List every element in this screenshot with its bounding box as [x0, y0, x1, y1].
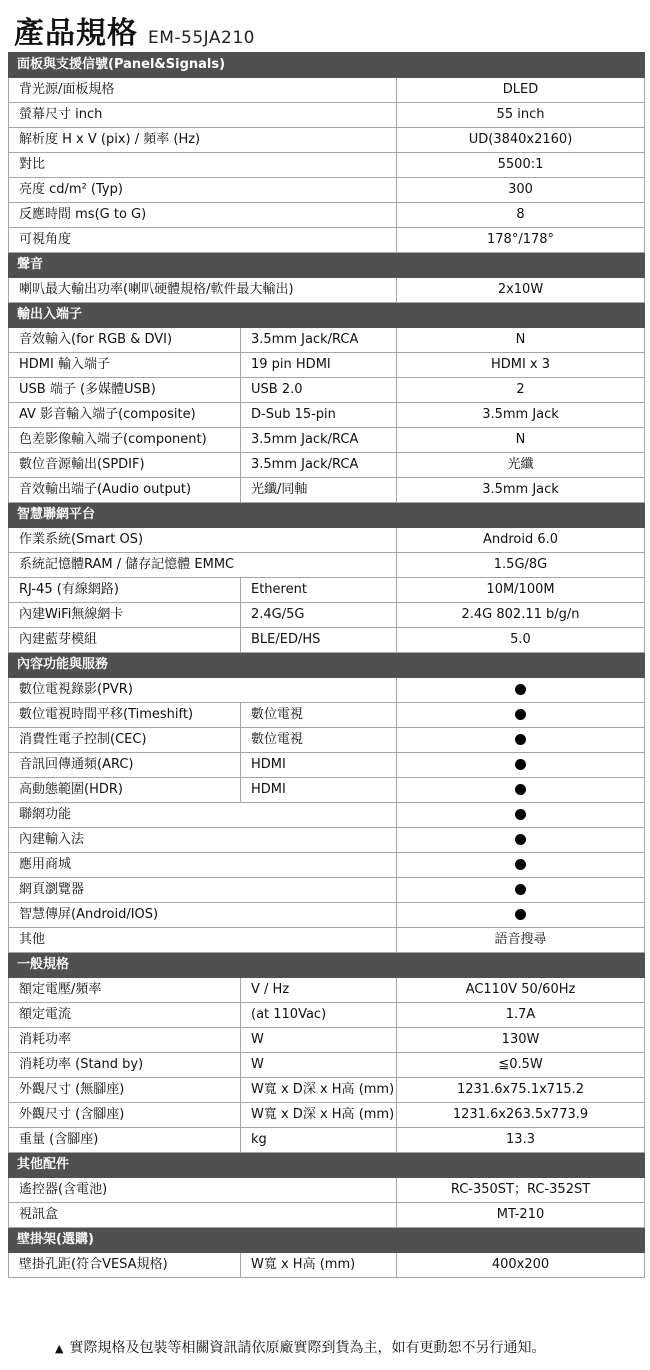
- spec-label: 視訊盒: [9, 1203, 397, 1228]
- spec-condition: 數位電視: [241, 728, 397, 753]
- spec-condition: W: [241, 1028, 397, 1053]
- spec-value-available: [397, 903, 645, 928]
- filled-circle-icon: [515, 734, 526, 745]
- spec-value: DLED: [397, 78, 645, 103]
- filled-circle-icon: [515, 784, 526, 795]
- table-row: [9, 203, 645, 228]
- spec-label: 解析度 H x V (pix) / 頻率 (Hz): [9, 128, 397, 153]
- spec-condition: W寬 x H高 (mm): [241, 1253, 397, 1278]
- section-header: [9, 303, 645, 328]
- spec-value-available: [397, 778, 645, 803]
- spec-label: 遙控器(含電池): [9, 1178, 397, 1203]
- filled-circle-icon: [515, 684, 526, 695]
- table-row: [9, 1203, 645, 1228]
- table-row: [9, 378, 645, 403]
- section-header: [9, 953, 645, 978]
- spec-condition: Etherent: [241, 578, 397, 603]
- spec-value: 3.5mm Jack: [397, 478, 645, 503]
- spec-value: HDMI x 3: [397, 353, 645, 378]
- spec-label: 亮度 cd/m² (Typ): [9, 178, 397, 203]
- spec-label: 額定電流: [9, 1003, 241, 1028]
- spec-label: 數位電視錄影(PVR): [9, 678, 397, 703]
- spec-label: 作業系統(Smart OS): [9, 528, 397, 553]
- table-row: [9, 978, 645, 1003]
- table-row: [9, 128, 645, 153]
- filled-circle-icon: [515, 809, 526, 820]
- table-row: [9, 553, 645, 578]
- table-row: [9, 853, 645, 878]
- page-header: [14, 8, 255, 52]
- spec-condition: 數位電視: [241, 703, 397, 728]
- spec-value: 3.5mm Jack: [397, 403, 645, 428]
- section-header: [9, 53, 645, 78]
- section-title: 面板與支援信號(Panel&Signals): [9, 53, 645, 78]
- model-number: EM-55JA210: [148, 28, 255, 48]
- table-row: [9, 703, 645, 728]
- spec-label: 消費性電子控制(CEC): [9, 728, 241, 753]
- spec-label: 其他: [9, 928, 397, 953]
- table-row: [9, 403, 645, 428]
- spec-condition: W寬 x D深 x H高 (mm): [241, 1078, 397, 1103]
- spec-label: USB 端子 (多媒體USB): [9, 378, 241, 403]
- page-title: 產品規格: [14, 16, 138, 51]
- spec-condition: 3.5mm Jack/RCA: [241, 428, 397, 453]
- spec-value: 400x200: [397, 1253, 645, 1278]
- footer-note: [55, 1337, 545, 1357]
- spec-value: 1.7A: [397, 1003, 645, 1028]
- spec-condition: D-Sub 15-pin: [241, 403, 397, 428]
- spec-value-available: [397, 853, 645, 878]
- spec-label: 系統記憶體RAM / 儲存記憶體 EMMC: [9, 553, 397, 578]
- spec-label: 內建WiFi無線網卡: [9, 603, 241, 628]
- spec-condition: HDMI: [241, 778, 397, 803]
- spec-value: MT-210: [397, 1203, 645, 1228]
- spec-label: 外觀尺寸 (含腳座): [9, 1103, 241, 1128]
- table-row: [9, 478, 645, 503]
- spec-value: 2: [397, 378, 645, 403]
- section-header: [9, 653, 645, 678]
- spec-label: AV 影音輸入端子(composite): [9, 403, 241, 428]
- filled-circle-icon: [515, 859, 526, 870]
- spec-label: 數位音源輸出(SPDIF): [9, 453, 241, 478]
- spec-value-available: [397, 828, 645, 853]
- table-row: [9, 728, 645, 753]
- table-row: [9, 603, 645, 628]
- table-row: [9, 328, 645, 353]
- spec-condition: kg: [241, 1128, 397, 1153]
- spec-label: 反應時間 ms(G to G): [9, 203, 397, 228]
- spec-label: 背光源/面板規格: [9, 78, 397, 103]
- footer-text: 實際規格及包裝等相關資訊請依原廠實際到貨為主，如有更動恕不另行通知。: [69, 1340, 546, 1356]
- spec-value: 1231.6x75.1x715.2: [397, 1078, 645, 1103]
- spec-condition: HDMI: [241, 753, 397, 778]
- spec-value: 語音搜尋: [397, 928, 645, 953]
- filled-circle-icon: [515, 759, 526, 770]
- table-row: [9, 778, 645, 803]
- spec-value: 光纖: [397, 453, 645, 478]
- spec-label: 喇叭最大輸出功率(喇叭硬體規格/軟件最大輸出): [9, 278, 397, 303]
- filled-circle-icon: [515, 709, 526, 720]
- spec-value: N: [397, 428, 645, 453]
- spec-label: 消耗功率 (Stand by): [9, 1053, 241, 1078]
- spec-label: 網頁瀏覽器: [9, 878, 397, 903]
- table-row: [9, 103, 645, 128]
- spec-label: 高動態範圍(HDR): [9, 778, 241, 803]
- table-row: [9, 1028, 645, 1053]
- table-row: [9, 578, 645, 603]
- table-row: [9, 903, 645, 928]
- table-row: [9, 1053, 645, 1078]
- spec-label: 壁掛孔距(符合VESA規格): [9, 1253, 241, 1278]
- spec-condition: V / Hz: [241, 978, 397, 1003]
- table-row: [9, 228, 645, 253]
- spec-condition: 3.5mm Jack/RCA: [241, 328, 397, 353]
- section-header: [9, 253, 645, 278]
- spec-value: 5500:1: [397, 153, 645, 178]
- spec-condition: W: [241, 1053, 397, 1078]
- spec-label: 內建輸入法: [9, 828, 397, 853]
- spec-value: 10M/100M: [397, 578, 645, 603]
- spec-label: 應用商城: [9, 853, 397, 878]
- table-row: [9, 628, 645, 653]
- spec-label: 螢幕尺寸 inch: [9, 103, 397, 128]
- section-title: 其他配件: [9, 1153, 645, 1178]
- spec-label: 重量 (含腳座): [9, 1128, 241, 1153]
- section-header: [9, 1153, 645, 1178]
- spec-label: 聯網功能: [9, 803, 397, 828]
- spec-value: 1231.6x263.5x773.9: [397, 1103, 645, 1128]
- spec-label: 消耗功率: [9, 1028, 241, 1053]
- spec-condition: (at 110Vac): [241, 1003, 397, 1028]
- section-title: 輸出入端子: [9, 303, 645, 328]
- spec-value: Android 6.0: [397, 528, 645, 553]
- table-row: [9, 928, 645, 953]
- spec-value-available: [397, 678, 645, 703]
- spec-value: 5.0: [397, 628, 645, 653]
- spec-condition: 光纖/同軸: [241, 478, 397, 503]
- section-header: [9, 1228, 645, 1253]
- spec-value: AC110V 50/60Hz: [397, 978, 645, 1003]
- spec-value: 178°/178°: [397, 228, 645, 253]
- table-row: [9, 1103, 645, 1128]
- spec-value: UD(3840x2160): [397, 128, 645, 153]
- spec-value: 55 inch: [397, 103, 645, 128]
- spec-condition: 3.5mm Jack/RCA: [241, 453, 397, 478]
- spec-label: 外觀尺寸 (無腳座): [9, 1078, 241, 1103]
- filled-circle-icon: [515, 834, 526, 845]
- table-row: [9, 1178, 645, 1203]
- spec-label: 音效輸入(for RGB & DVI): [9, 328, 241, 353]
- spec-condition: BLE/ED/HS: [241, 628, 397, 653]
- table-row: [9, 1128, 645, 1153]
- spec-value: 13.3: [397, 1128, 645, 1153]
- warning-triangle-icon: ▲: [55, 1342, 64, 1355]
- spec-label: 額定電壓/頻率: [9, 978, 241, 1003]
- table-row: [9, 828, 645, 853]
- section-title: 內容功能與服務: [9, 653, 645, 678]
- spec-label: 色差影像輸入端子(component): [9, 428, 241, 453]
- spec-label: 對比: [9, 153, 397, 178]
- spec-value: 2.4G 802.11 b/g/n: [397, 603, 645, 628]
- section-title: 聲音: [9, 253, 645, 278]
- table-row: [9, 1078, 645, 1103]
- table-row: [9, 803, 645, 828]
- spec-condition: USB 2.0: [241, 378, 397, 403]
- spec-value: RC-350ST；RC-352ST: [397, 1178, 645, 1203]
- table-row: [9, 278, 645, 303]
- spec-value: 8: [397, 203, 645, 228]
- spec-table: [8, 52, 645, 1278]
- spec-value: 1.5G/8G: [397, 553, 645, 578]
- spec-condition: 2.4G/5G: [241, 603, 397, 628]
- section-header: [9, 503, 645, 528]
- spec-value-available: [397, 728, 645, 753]
- spec-label: 智慧傳屏(Android/IOS): [9, 903, 397, 928]
- filled-circle-icon: [515, 884, 526, 895]
- spec-value: N: [397, 328, 645, 353]
- filled-circle-icon: [515, 909, 526, 920]
- spec-value-available: [397, 703, 645, 728]
- spec-label: RJ-45 (有線網路): [9, 578, 241, 603]
- table-row: [9, 428, 645, 453]
- spec-label: 音效輸出端子(Audio output): [9, 478, 241, 503]
- spec-label: 音訊回傳通頻(ARC): [9, 753, 241, 778]
- spec-label: 數位電視時間平移(Timeshift): [9, 703, 241, 728]
- section-title: 一般規格: [9, 953, 645, 978]
- spec-value-available: [397, 753, 645, 778]
- table-row: [9, 1253, 645, 1278]
- spec-label: 內建藍芽模組: [9, 628, 241, 653]
- table-row: [9, 678, 645, 703]
- spec-condition: 19 pin HDMI: [241, 353, 397, 378]
- spec-value-available: [397, 878, 645, 903]
- table-row: [9, 878, 645, 903]
- table-row: [9, 1003, 645, 1028]
- spec-label: HDMI 輸入端子: [9, 353, 241, 378]
- table-row: [9, 453, 645, 478]
- table-row: [9, 153, 645, 178]
- spec-value: ≦0.5W: [397, 1053, 645, 1078]
- table-row: [9, 178, 645, 203]
- spec-value: 130W: [397, 1028, 645, 1053]
- spec-label: 可視角度: [9, 228, 397, 253]
- spec-value: 2x10W: [397, 278, 645, 303]
- section-title: 智慧聯網平台: [9, 503, 645, 528]
- spec-condition: W寬 x D深 x H高 (mm): [241, 1103, 397, 1128]
- spec-value-available: [397, 803, 645, 828]
- table-row: [9, 753, 645, 778]
- table-row: [9, 78, 645, 103]
- spec-value: 300: [397, 178, 645, 203]
- table-row: [9, 528, 645, 553]
- table-row: [9, 353, 645, 378]
- section-title: 壁掛架(選購): [9, 1228, 645, 1253]
